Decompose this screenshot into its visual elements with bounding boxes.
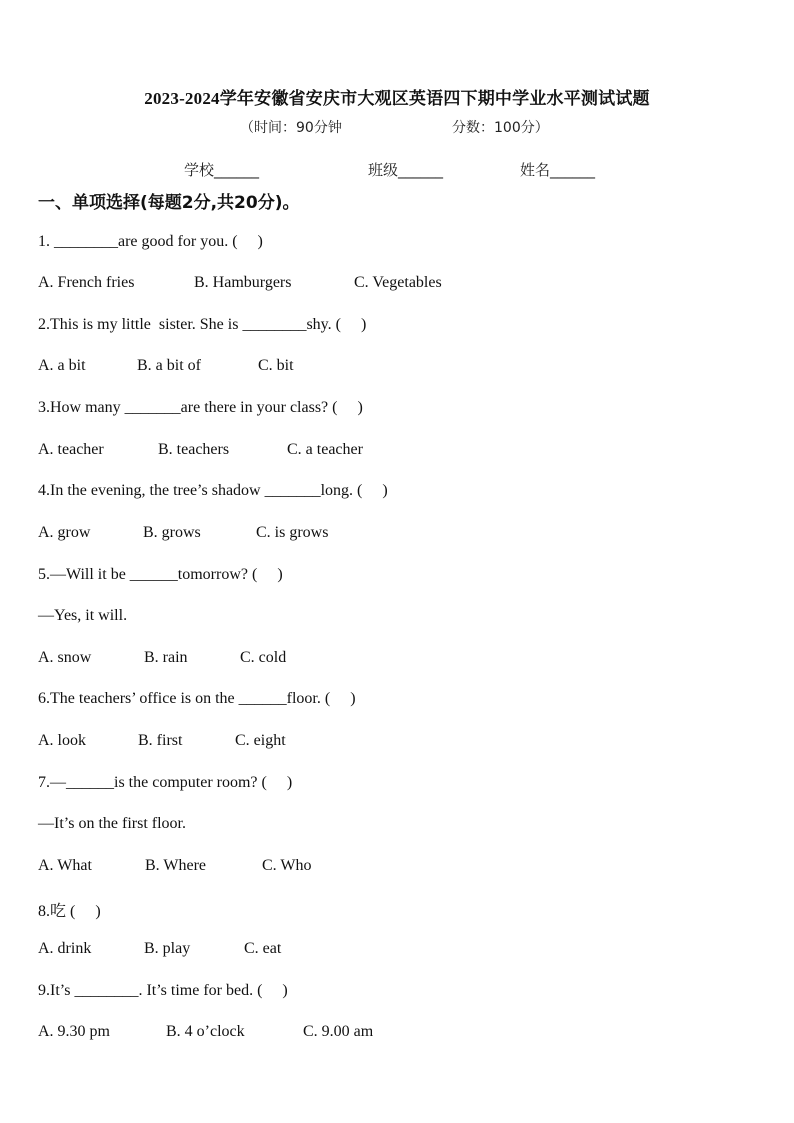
question-stem: 2.This is my little sister. She is ________shy. ( ) bbox=[38, 316, 367, 333]
section-heading: 一、单项选择(每题2分,共20分)。 bbox=[38, 193, 300, 213]
option-b: B. teachers bbox=[158, 441, 230, 458]
exam-score: 分数：100分） bbox=[452, 120, 549, 136]
option-c: C. eight bbox=[235, 732, 286, 749]
question-stem: 6.The teachers’ office is on the ______floor. ( ) bbox=[38, 690, 356, 707]
option-c: C. Vegetables bbox=[354, 274, 442, 291]
option-b: B. Where bbox=[145, 857, 207, 874]
option-c: C. cold bbox=[240, 649, 287, 666]
option-c: C. 9.00 am bbox=[303, 1023, 374, 1040]
option-a: A. What bbox=[38, 857, 92, 874]
option-b: B. a bit of bbox=[137, 357, 201, 374]
option-b: B. 4 o’clock bbox=[166, 1023, 245, 1040]
option-b: B. grows bbox=[143, 524, 201, 541]
exam-title: 2023-2024学年安徽省安庆市大观区英语四下期中学业水平测试试题 bbox=[144, 89, 650, 108]
option-c: C. Who bbox=[262, 857, 312, 874]
option-c: C. eat bbox=[244, 940, 282, 957]
class-field: 班级______ bbox=[368, 161, 444, 179]
exam-time: （时间：90分钟 bbox=[240, 120, 342, 136]
option-a: A. drink bbox=[38, 940, 92, 957]
question-stem: 7.—______is the computer room? ( ) bbox=[38, 774, 293, 791]
option-b: B. rain bbox=[144, 649, 188, 666]
option-a: A. grow bbox=[38, 524, 91, 541]
option-a: A. 9.30 pm bbox=[38, 1023, 110, 1040]
option-b: B. Hamburgers bbox=[194, 274, 292, 291]
option-a: A. look bbox=[38, 732, 86, 749]
option-c: C. bit bbox=[258, 357, 294, 374]
name-field: 姓名______ bbox=[520, 161, 596, 179]
option-c: C. a teacher bbox=[287, 441, 363, 458]
question-stem: 1. ________are good for you. ( ) bbox=[38, 233, 263, 250]
option-a: A. a bit bbox=[38, 357, 86, 374]
option-a: A. snow bbox=[38, 649, 92, 666]
option-c: C. is grows bbox=[256, 524, 329, 541]
option-a: A. French fries bbox=[38, 274, 135, 291]
option-b: B. play bbox=[144, 940, 191, 957]
dialogue-reply: —It’s on the first floor. bbox=[38, 815, 186, 832]
school-field: 学校______ bbox=[184, 161, 260, 179]
question-stem: 9.It’s ________. It’s time for bed. ( ) bbox=[38, 982, 288, 999]
question-stem: 8.吃 ( ) bbox=[38, 903, 101, 920]
option-b: B. first bbox=[138, 732, 183, 749]
question-stem: 3.How many _______are there in your class? ( ) bbox=[38, 399, 363, 416]
question-stem: 5.—Will it be ______tomorrow? ( ) bbox=[38, 566, 283, 583]
question-stem: 4.In the evening, the tree’s shadow _______long. ( ) bbox=[38, 482, 388, 499]
option-a: A. teacher bbox=[38, 441, 104, 458]
dialogue-reply: —Yes, it will. bbox=[38, 607, 128, 624]
